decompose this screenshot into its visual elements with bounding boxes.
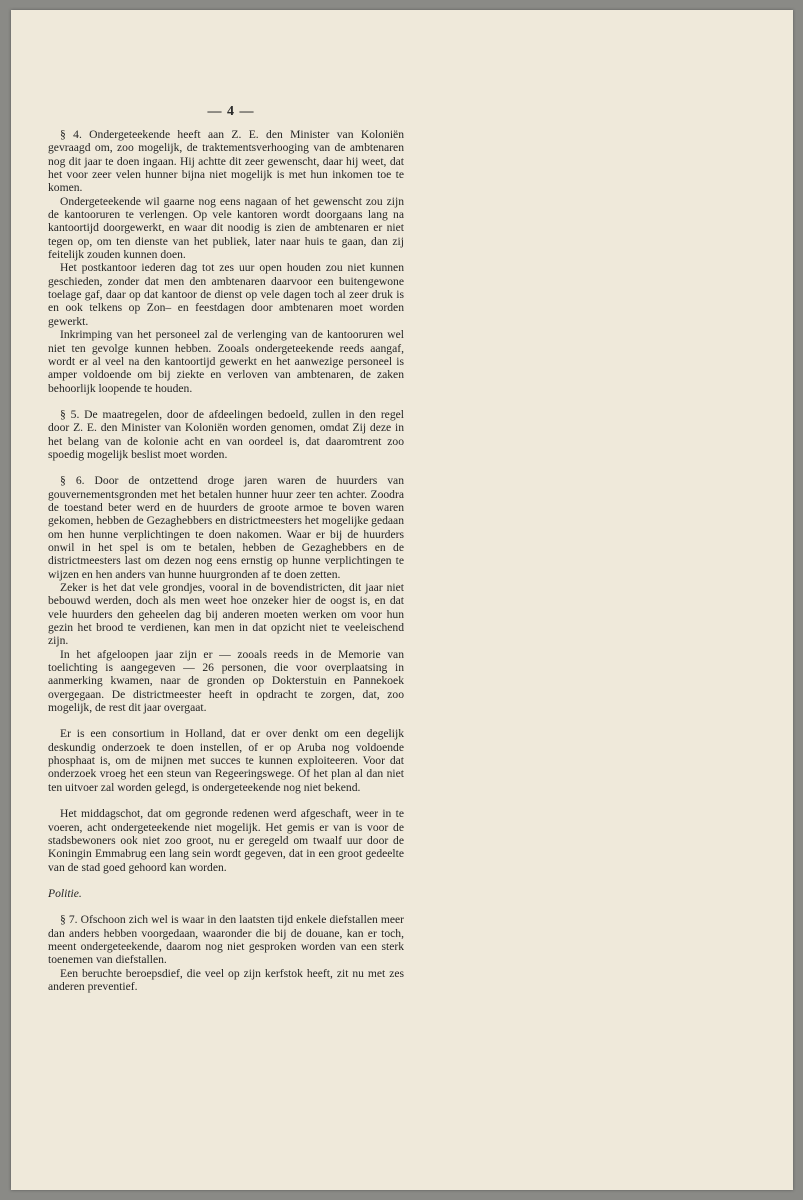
section-heading-politie: Politie. [48,886,82,900]
page-number: — 4 — [207,104,255,119]
paragraph-consortium: Er is een consortium in Holland, dat er over denkt om een degelijk deskundig onderzoek te doen instellen, of er op Aruba nog voldoende phosphaat is, om de mijnen met succes te kunnen exploiteeren. Voor dat onderzoek vroeg het een steun van Regeeringswege. Of het plan al dan niet ten uitvoer zal worden gelegd, is ondergeteekende nog niet bekend. [48,727,404,794]
paragraph-6-relocation: In het afgeloopen jaar zijn er — zooals reeds in de Memorie van toelichting is aangegeven — 26 personen, die voor overplaatsing in aanmerking kwamen, naar de gronden op Dokterstuin en Pannekoek overgegaan. De districtmeester heeft in opdracht te zorgen, dat, zoo mogelijk, de rest dit jaar overgaat. [48,647,404,715]
paragraph-4-office-hours: Ondergeteekende wil gaarne nog eens nagaan of het gewenscht zou zijn de kantooruren te verlengen. Op vele kantoren wordt doorgaans lang na kantoortijd doorgewerkt, en waar dit noodig is zien de ambtenaren er niet tegen op, om ten dienste van het publiek, later naar huis te gaan, dan zij feitelijk zouden kunnen doen. [48,194,404,262]
document-page [11,10,793,1190]
paragraph-5: § 5. De maatregelen, door de afdeelingen bedoeld, zullen in den regel door Z. E. den Minister van Koloniën worden genomen, omdat Zij deze in het belang van de kolonie acht en van oordeel is, dat daaromtrent zoo spoedig mogelijk beslist moet worden. [48,407,404,461]
paragraph-noon-shot: Het middagschot, dat om gegronde redenen werd afgeschaft, weer in te voeren, acht ondergeteekende niet mogelijk. Het gemis er van is voor de stadsbewoners ook niet zoo groot, nu er geregeld om twaalf uur door de Koningin Emmabrug een lang sein wordt gegeven, dat in een groot gedeelte van de stad goed gehoord kan worden. [48,807,404,874]
paragraph-7-thief: Een beruchte beroepsdief, die veel op zijn kerfstok heeft, zit nu met zes anderen preventief. [48,966,404,993]
paragraph-4-staff-reduction: Inkrimping van het personeel zal de verlenging van de kantooruren wel niet ten gevolge kunnen hebben. Zooals ondergeteekende reeds aangaf, wordt er al veel na den kantoortijd gewerkt en het aanwezige personeel is amper voldoende om bij ziekte en verloven van ambtenaren, de zaken behoorlijk loopende te houden. [48,328,404,395]
paragraph-4-intro: § 4. Ondergeteekende heeft aan Z. E. den Minister van Koloniën gevraagd om, zoo mogelijk, de traktementsverhooging van de ambtenaren nog dit jaar te doen ingaan. Hij achtte dit zeer gewenscht, daar hij weet, dat het voor zeer velen hunner bijna niet mogelijk is met hun inkomen toe te komen. [48,128,404,195]
paragraph-6-tenants: § 6. Door de ontzettend droge jaren waren de huurders van gouvernementsgronden met het betalen hunner huur zeer ten achter. Zoodra de toestand beter werd en de huurders de groote armoe te boven waren gekomen, hebben de Gezaghebbers en districtmeesters het mogelijke gedaan om hen hunne verplichtingen te doen nakomen. Waar er bij de huurders onwil in het spel is om te betalen, hebben de Gezaghebbers en de districtmeesters last om dezen nog eens ernstig op hunne verplichtingen te wijzen en hen anders van hunne huurgronden af te doen zetten. [48,474,404,581]
paragraph-6-plots: Zeker is het dat vele grondjes, vooral in de bovendistricten, dit jaar niet bebouwd werden, doch als men weet hoe onzeker hier de oogst is, en dat vele huurders den geheelen dag bij anderen moeten werken om voor hun gezin het brood te verdienen, kan men in dat opzicht niet te veeleischend zijn. [48,581,404,648]
paragraph-7-thefts: § 7. Ofschoon zich wel is waar in den laatsten tijd enkele diefstallen meer dan anders hebben voorgedaan, waaronder die bij de douane, kan er toch, meent ondergeteekende, daarom nog niet gesproken worden van een sterk toenemen van diefstallen. [48,913,404,967]
paragraph-4-post-office: Het postkantoor iederen dag tot zes uur open houden zou niet kunnen geschieden, zonder dat men den ambtenaren daarvoor een buitengewone toelage gaf, daar op dat kantoor de dienst op vele dagen toch al zeer druk is en ook telkens op Zon– en feestdagen door ambtenaren moet worden gewerkt. [48,261,404,328]
body-text [48,128,404,993]
